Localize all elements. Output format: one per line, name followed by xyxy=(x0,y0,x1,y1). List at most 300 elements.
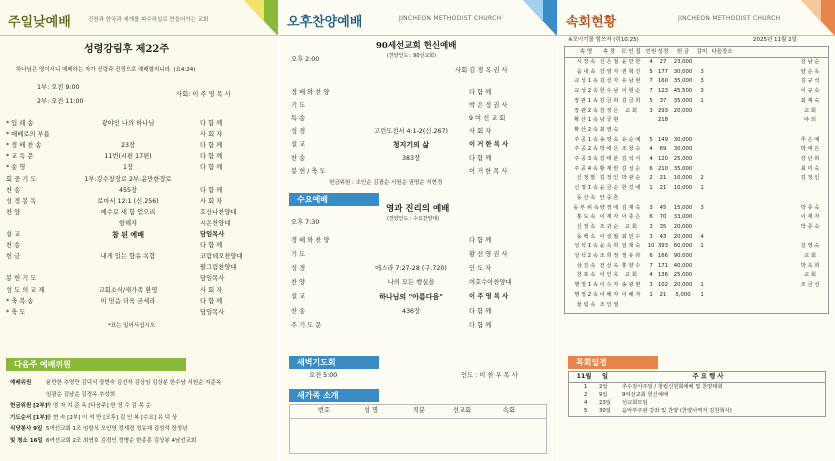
cell-value: 이 수 자 xyxy=(599,282,619,289)
cell-value: 30,000 xyxy=(673,136,693,143)
order-leader: 다 함 께 xyxy=(200,142,223,150)
schedule-day: 9일 xyxy=(599,392,608,398)
cell-value: 송 영 숙 xyxy=(599,136,619,143)
cell-value: 시 장 속 xyxy=(576,59,596,65)
cell-value: 김 정 은 xyxy=(599,107,619,114)
committee-value: 장 현 숙 [2부] 이 석 만 [오후] 김 인 복 [수요] 유 덕 상 xyxy=(46,414,178,421)
cell-group-panel xyxy=(558,0,835,461)
cell-value: 60,000 xyxy=(673,243,693,250)
order-item: 광야인 나의 하나님 xyxy=(101,120,155,127)
cell-value: 행 정 1 속 xyxy=(574,282,598,289)
order-leader: 사 회 자 xyxy=(200,131,223,139)
cell-value: 25,000 xyxy=(673,156,693,162)
cell-value: 이 인 옥 xyxy=(599,272,619,279)
cell-value: 20,000 xyxy=(673,107,693,114)
order-label: 봉 헌 / 축 도 xyxy=(291,167,326,175)
cell-value: 김 재 숙 xyxy=(621,204,641,211)
order-item: 로마서 12:1 (신.256) xyxy=(97,197,159,205)
committee-value: 임광순 김남순 김경옥 추성희 xyxy=(46,391,116,398)
cell-value: 주 공 1 속 xyxy=(574,136,598,143)
order-leader: 9 여 선 교 회 xyxy=(469,115,506,123)
cell-value: 양 순 옥 xyxy=(800,68,820,75)
cell-value: 1 xyxy=(700,243,704,250)
order-label: * 경 배 찬 송 xyxy=(6,142,42,150)
cell-value: 4 xyxy=(700,233,704,240)
order-leader: 코람데오찬양대 xyxy=(200,253,243,261)
cell-value: 21 xyxy=(659,175,667,182)
order-leader: 다 함 께 xyxy=(469,307,492,315)
cell-value: 안 중 흔 xyxy=(599,194,619,201)
wed-time: 오후 7:30 xyxy=(291,219,320,226)
cell-value: 393 xyxy=(657,243,669,250)
order-item: 참 된 예배 xyxy=(112,231,144,239)
cell-value: 20,000 xyxy=(673,223,693,230)
sermon-heading: 성령강림후 제22주 xyxy=(84,44,170,55)
order-item: 내게 있는 향유 옥합 xyxy=(100,253,156,261)
cell-value: 3 xyxy=(700,78,704,85)
cell-value: 1 xyxy=(700,282,704,289)
order-leader: 담임목사 xyxy=(200,308,225,316)
cell-value: 35,000 xyxy=(673,78,693,85)
newcomer-title: 새가족 소개 xyxy=(297,391,339,400)
second-service-time: 2부: 오전 11:00 xyxy=(37,98,84,105)
cell-value: 27 xyxy=(659,59,667,65)
cell-value: 박 애 은 xyxy=(599,146,619,153)
service-host: 사회: 이 주 영 목 사 xyxy=(176,91,231,98)
cell-value: 이 해 자 xyxy=(621,291,641,298)
cell-value: 교 회 xyxy=(804,272,816,279)
cell-col-header: 인원 xyxy=(645,49,657,55)
cell-value: 30,000 xyxy=(673,68,693,75)
cell-value: 4 xyxy=(649,156,653,162)
cell-col-header: 성경 xyxy=(657,49,669,55)
cell-value: 20,000 xyxy=(673,233,693,240)
cell-value: 홍 도 속 xyxy=(576,214,596,221)
order-item: 1부:강수창장로 2부:윤만한장로 xyxy=(84,175,172,183)
committee-value: 5여선교회 1조 임함식 오인영 정재경 정유채 김성석 장정년 xyxy=(46,426,188,432)
order-leader: 인 도 자 xyxy=(469,265,492,273)
panel-title: 속회현황 xyxy=(566,15,617,30)
order-label: 기 도 xyxy=(291,251,306,259)
order-item: 436장 xyxy=(401,307,421,315)
cell-value: 1 xyxy=(700,97,704,104)
order-label: 성 경 xyxy=(291,265,306,273)
order-item: 항해자 xyxy=(118,219,138,227)
cell-value: 10,000 xyxy=(673,185,693,192)
cell-motto: ※모이기를 힘쓰자 (히10:25) xyxy=(568,37,639,43)
cell-value: 90,000 xyxy=(673,253,693,259)
cell-value: 조 귀 순 xyxy=(599,223,619,230)
cell-value: 장 관 1 속 xyxy=(574,97,598,104)
cell-value: 10,000 xyxy=(673,175,693,182)
cell-value: 1 xyxy=(649,291,653,298)
order-leader: 황 선 영 권 사 xyxy=(469,251,508,259)
cell-value: 45 xyxy=(659,204,667,211)
cell-value: 김 정 인 xyxy=(800,175,820,182)
cell-value: 10 xyxy=(647,243,655,250)
cell-col-header: 감미 xyxy=(696,49,708,55)
panel-header xyxy=(558,0,835,36)
order-leader: 팔그림찬양대 xyxy=(200,264,237,272)
afternoon-time: 오후 2:00 xyxy=(291,56,320,63)
cell-col-header: 속 장 xyxy=(602,49,616,55)
order-leader: 다 함 께 xyxy=(469,89,492,96)
schedule-num: 5 xyxy=(584,408,588,414)
order-leader: 다 함 께 xyxy=(469,237,492,244)
cell-value: 신 정 1 속 xyxy=(574,185,598,192)
cell-value: 6 xyxy=(649,253,653,259)
cell-value: 유 남 현 xyxy=(621,78,641,85)
schedule-num: 4 xyxy=(584,400,588,406)
cell-value: 23,000 xyxy=(673,59,693,65)
cell-value: 6 xyxy=(649,214,653,221)
order-label: * 축 도 xyxy=(6,308,26,316)
schedule-col-header: 11월 xyxy=(576,373,592,380)
corner-decoration xyxy=(523,0,543,22)
morning-service-panel xyxy=(0,0,278,461)
stand-note: *표는 일어서십시오 xyxy=(108,323,156,329)
schedule-event: 음악부주관 강좌 및 찬양 (찬양사역자 김찬혁사) xyxy=(622,408,732,414)
committee-label: 예배위원 xyxy=(10,380,32,386)
cell-value: 21 xyxy=(659,291,667,298)
cell-value: 교 회 xyxy=(625,107,637,114)
cell-value: 3 xyxy=(649,233,653,240)
order-item: 이 믿음 더욱 굳세라 xyxy=(100,297,156,305)
cell-value: 293 xyxy=(657,107,669,114)
wed-sermon-heading: 영과 진리의 예배 xyxy=(386,204,450,214)
order-label: * 교 독 문 xyxy=(6,153,34,161)
cell-value: 33,000 xyxy=(673,214,693,221)
order-label: 성 도 의 교 제 xyxy=(6,286,45,294)
order-item: 383장 xyxy=(401,154,421,162)
cell-value: 추 은 예 xyxy=(800,136,820,143)
committee-label: 식당봉사 9일 xyxy=(10,426,43,432)
cell-value: 43 xyxy=(659,233,667,240)
order-leader: 다 함 께 xyxy=(200,164,223,172)
order-item: 455장 xyxy=(118,186,138,194)
afternoon-sermon-heading: 90세선교회 헌신예배 xyxy=(376,41,457,51)
schedule-event: 선교회모임 xyxy=(622,400,648,406)
cell-value: 7 xyxy=(649,78,653,85)
order-item: 1장 xyxy=(122,164,134,172)
newcomer-col-header: 성 명 xyxy=(363,407,379,414)
cell-value: 조 금 선 xyxy=(800,282,820,289)
order-leader: 다 함 께 xyxy=(469,154,492,162)
church-name-english: JINCHEON METHODIST CHURCH xyxy=(399,15,502,22)
cell-value: 주 공 4 속 xyxy=(574,165,598,172)
cell-value: 박 광 순 xyxy=(621,175,641,182)
cell-value: 읍 내 속 xyxy=(576,68,596,75)
cell-value: 교 회 xyxy=(625,272,637,279)
cell-value: 15,000 xyxy=(673,204,693,211)
cell-value: 송 광 현 xyxy=(621,282,641,289)
cell-value: 동 백 속 xyxy=(576,233,596,240)
cell-value: 조 희 정 xyxy=(599,253,619,259)
order-label: 찬 송 xyxy=(291,307,306,315)
cell-value: 장 관 2 속 xyxy=(574,107,598,114)
panel-header xyxy=(279,0,557,36)
cell-value: 160 xyxy=(657,78,669,85)
order-item: 예수로 새 힘 얻으리 xyxy=(100,208,156,216)
committee-value: 박 영 자 지 준 옥 [다음주] 한 정 수 김 목 순 xyxy=(46,403,151,409)
dawn-time: 오전 5:00 xyxy=(309,372,338,379)
order-item: 청지기의 삶 xyxy=(392,141,430,150)
church-name-english: JINCHEON METHODIST CHURCH xyxy=(678,15,781,22)
cell-value: 3 xyxy=(649,223,653,230)
order-label: 회 중 기 도 xyxy=(6,175,37,183)
cell-value: 120 xyxy=(657,156,669,162)
cell-value: 김 금 희 xyxy=(599,97,619,104)
order-leader: 사 회 자 xyxy=(200,197,223,205)
order-label: 성 경 xyxy=(291,128,306,136)
order-label: 찬 양 xyxy=(291,279,306,287)
order-leader: 사 회 자 xyxy=(200,286,223,294)
order-leader: 사 회 자 xyxy=(469,128,492,136)
order-leader: 이 거 한 목 사 xyxy=(469,141,509,149)
cell-value: 김 영 숙 xyxy=(800,243,820,250)
cell-value: 5,000 xyxy=(675,291,691,298)
cell-value: 신 정 속 xyxy=(576,223,596,230)
order-label: 찬 송 xyxy=(6,242,21,250)
cell-value: 박 종 숙 xyxy=(800,223,820,230)
order-leader: 이 거 한 목 사 xyxy=(469,167,508,175)
cell-value: 조 인 열 xyxy=(599,301,619,308)
cell-value: 확 산 2 속 xyxy=(574,126,598,133)
order-item: 하나님의 "아름다움" xyxy=(379,293,443,302)
cell-value: 이 종 은 xyxy=(621,214,641,221)
order-label: 경 배 와 찬 양 xyxy=(291,237,330,244)
cell-value: 윤 금 순 xyxy=(599,185,619,192)
order-leader: 다 함 께 xyxy=(469,321,492,329)
cell-value: 교 회 xyxy=(804,107,816,114)
newcomer-col-header: 선교회 xyxy=(452,407,472,414)
committee-value: 윤만한 추영만 김덕식 장현숙 김선자 김상임 김상분 한수남 서원순 지준옥 xyxy=(46,380,222,386)
schedule-col-header: 일 xyxy=(601,373,609,380)
cell-value: 권 혁 진 xyxy=(621,68,641,75)
schedule-num: 1 xyxy=(584,384,588,390)
order-label: 설 교 xyxy=(291,293,306,301)
cell-value: 최 민 수 xyxy=(621,233,641,240)
cell-value: 최 영 숙 xyxy=(599,126,619,133)
cell-value: 전 선 옥 xyxy=(599,262,619,269)
cell-value: 교 성 1 속 xyxy=(574,78,598,85)
cell-value: 남 궁 현 xyxy=(599,117,619,124)
cell-value: 교 성 2 속 xyxy=(574,88,598,95)
cell-value: 동 부 위 속 xyxy=(573,204,599,211)
order-leader: 박 은 정 권 사 xyxy=(469,102,508,110)
next-week-title: 다음주 예배위원 xyxy=(14,360,71,369)
church-tagline: 진천과 한국과 세계를 파수하실로 만들어가는 교회 xyxy=(88,17,209,23)
schedule-col-header: 주 요 행 사 xyxy=(692,373,724,380)
order-label: 헌 금 xyxy=(6,253,21,261)
order-label: 성 경 봉 독 xyxy=(6,197,37,205)
wed-praise-leader: (찬양인도 : 수요찬양대) xyxy=(387,216,440,222)
cell-value: 123 xyxy=(657,88,669,95)
cell-value: 확 산 1 속 xyxy=(574,117,598,124)
order-leader: 다 함 께 xyxy=(200,297,223,305)
afternoon-service-panel xyxy=(279,0,557,461)
wed-title: 수요예배 xyxy=(297,195,328,204)
cell-value: 한 수 남 xyxy=(599,88,619,95)
cell-value: 김 정 인 xyxy=(599,175,619,182)
order-label: 주 기 도 문 xyxy=(291,321,322,329)
newcomer-col-header: 직분 xyxy=(412,407,426,414)
cell-value: 야 외 xyxy=(804,117,816,124)
cell-value: 한 진 애 xyxy=(621,185,641,192)
header-rule xyxy=(289,418,547,419)
cell-value: 유 순 예 xyxy=(621,136,641,143)
first-service-time: 1부: 오전 9:00 xyxy=(37,84,80,91)
cell-value: 45,500 xyxy=(673,88,693,95)
cell-value: 양 정 애 xyxy=(599,204,619,211)
cell-value: 천 포 속 xyxy=(576,272,596,279)
cell-value: 이 재 자 xyxy=(599,214,619,221)
cell-value: 3 xyxy=(649,107,653,114)
cell-value: 신 은 철 xyxy=(599,59,619,65)
order-leader: 담임목사 xyxy=(200,231,225,238)
cell-value: 최 재 숙 xyxy=(800,97,820,104)
cell-value: 3 xyxy=(649,204,653,211)
committee-label: 기도순서 [1부] xyxy=(10,414,48,421)
order-leader: 이 주 영 목 사 xyxy=(469,293,509,301)
cell-value: 김 성 순 xyxy=(621,165,641,172)
cell-value: 6 xyxy=(649,165,653,172)
cell-value: 171 xyxy=(657,262,669,269)
cell-value: 177 xyxy=(657,68,669,75)
cell-value: 물 림 속 xyxy=(576,301,596,308)
order-label: 설 교 xyxy=(6,231,21,238)
cell-value: 69 xyxy=(659,146,667,153)
order-leader: 여호수아찬양대 xyxy=(469,279,512,287)
cell-value: 강 난 희 xyxy=(800,156,820,162)
order-label: * 예배로의 부름 xyxy=(6,131,50,139)
cell-value: 성 석 1 속 xyxy=(574,243,598,250)
cell-value: 3 xyxy=(700,68,704,75)
order-leader: 다 함 께 xyxy=(200,186,223,194)
offering-note: 헌금위원 : 조인순 김광순 서원순 권명순 지현정 xyxy=(329,180,443,186)
cell-value: 김 선 자 xyxy=(599,78,619,85)
order-label: * 축 복 송 xyxy=(6,297,34,305)
cell-value: 210 xyxy=(657,165,669,172)
order-label: 경 배 와 찬 양 xyxy=(291,89,330,96)
afternoon-praise-leader: (찬양인도 : 90선교회) xyxy=(387,53,436,59)
cell-value: 3 xyxy=(649,282,653,289)
cell-value: 주 공 2 속 xyxy=(574,146,598,153)
cell-value: 40,000 xyxy=(673,262,693,269)
cell-value: 5 xyxy=(649,136,653,143)
order-label: 찬 양 xyxy=(6,208,21,216)
order-item: 교회소식/새가족 환영 xyxy=(98,286,158,294)
order-leader: 다 함 께 xyxy=(200,242,223,250)
cell-col-header: 모 인 집 xyxy=(621,49,641,55)
header-rule xyxy=(564,57,829,58)
order-label: 특 송 xyxy=(291,115,306,123)
cell-value: 박 종 숙 xyxy=(800,204,820,211)
cell-value: 윤 옥 희 xyxy=(599,243,619,250)
order-item: 23장 xyxy=(120,142,136,150)
order-label: 설 교 xyxy=(291,141,306,149)
cell-value: 성 석 2 속 xyxy=(574,253,598,259)
cell-value: 149 xyxy=(657,136,669,143)
schedule-day: 30일 xyxy=(599,408,611,414)
order-label: 봉 헌 기 도 xyxy=(6,275,37,283)
cell-value: 166 xyxy=(657,253,669,259)
cell-col-header: 다음장소 xyxy=(711,49,733,55)
order-leader: 담임목사 xyxy=(200,275,225,283)
cell-value: 1 xyxy=(700,291,704,298)
cell-value: 신 정 말 xyxy=(576,175,596,182)
schedule-day: 23일 xyxy=(599,400,611,406)
cell-value: 김 태 분 xyxy=(599,156,619,162)
panel-title: 오후찬양예배 xyxy=(287,15,363,30)
cell-value: 102 xyxy=(657,282,669,289)
cell-value: 30,000 xyxy=(673,146,693,153)
cell-value: 2 xyxy=(649,175,653,182)
cell-value: 이 상 필 xyxy=(599,233,619,240)
cell-col-header: 속 명 xyxy=(579,49,593,55)
section-newcomer-bar xyxy=(289,389,379,402)
cell-value: 이 재 자 xyxy=(800,214,820,221)
cell-value: 218 xyxy=(657,117,669,124)
committee-label: 헌금위원 [2부] xyxy=(10,403,48,409)
order-leader: 시온찬양대 xyxy=(200,219,231,227)
cell-value: 교 회 xyxy=(804,253,816,259)
order-leader: 다 함 께 xyxy=(200,120,223,127)
panel-title: 주일낮예배 xyxy=(8,15,71,30)
cell-value: 35 xyxy=(659,223,667,230)
cell-value: 윤 만 한 xyxy=(621,59,641,65)
cell-value: 김 규 석 xyxy=(800,78,820,85)
worship-motto: 하나님은 영이시니 예배하는 자가 신령과 진정으로 예배할지니라. (요4:24) xyxy=(16,67,196,73)
committee-label: 및 청소 16일 xyxy=(10,437,43,444)
newcomer-col-header: 번호 xyxy=(317,407,331,414)
cell-value: 임 재 숙 xyxy=(621,243,641,250)
section-next-week-bar xyxy=(6,358,186,371)
cell-value: 3 xyxy=(700,204,704,211)
cell-value: 김 남 순 xyxy=(800,59,820,65)
cell-value: 삼 진 속 xyxy=(576,262,596,269)
cell-value: 이 해 자 xyxy=(599,291,619,298)
cell-value: 조 창 숙 xyxy=(621,146,641,153)
order-item: 11번(시편 17편) xyxy=(104,153,152,161)
cell-value: 홍 향 수 xyxy=(621,262,641,269)
cell-value: 1 xyxy=(649,185,653,192)
schedule-title: 목회일정 xyxy=(576,358,607,367)
schedule-day: 2일 xyxy=(599,384,608,390)
cell-value: 강 영 자 xyxy=(599,68,619,75)
committee-value: 6여선교회 2조 최연호 김경인 정병순 한종훈 김상봉 4남선교회 xyxy=(46,437,197,444)
cell-value: 37 xyxy=(659,97,667,104)
section-schedule-bar xyxy=(568,356,658,369)
cell-value: 70 xyxy=(659,214,667,221)
order-label: 기 도 xyxy=(291,102,306,110)
order-label: * 입 례 송 xyxy=(6,120,34,127)
cell-value: 21 xyxy=(659,185,667,192)
order-item: 고린도전서 4:1-2(신.267) xyxy=(374,128,448,136)
cell-value: 황 재 란 xyxy=(599,165,619,172)
cell-value: 4 xyxy=(649,272,653,279)
section-wed-bar xyxy=(289,193,379,206)
cell-value: 20,000 xyxy=(673,282,693,289)
cell-value: 박 애 은 xyxy=(800,146,820,153)
cell-value: 35,000 xyxy=(673,165,693,172)
schedule-event: 추수감사주일 / 창립신원회예배 및 찬양대회 xyxy=(622,384,723,390)
cell-value: 5 xyxy=(649,68,653,75)
order-leader: 다 함 께 xyxy=(200,153,223,161)
cell-value: 35,000 xyxy=(673,97,693,104)
corner-decoration xyxy=(801,0,821,22)
cell-value: 7 xyxy=(649,262,653,269)
